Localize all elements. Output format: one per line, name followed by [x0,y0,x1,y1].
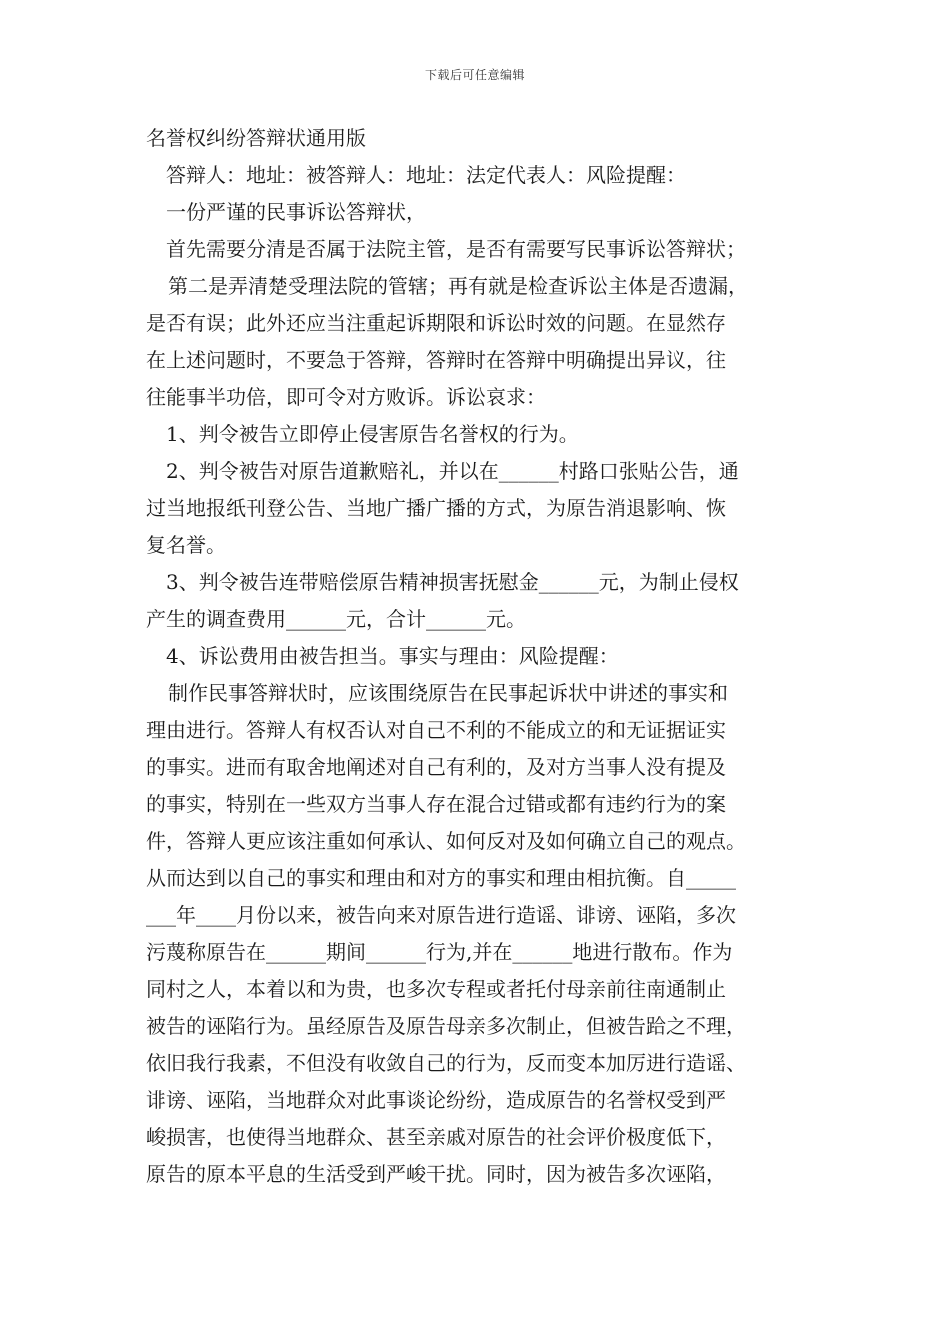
paragraph-8-line-5: 从而达到以自己的事实和理由和对方的事实和理由相抗衡。自_____ [146,866,736,890]
paragraph-8-line-4: 件，答辩人更应该注重如何承认、如何反对及如何确立自己的观点。 [146,829,746,853]
paragraph-5-line-2: 复名誉。 [146,533,226,557]
paragraph-4-line-0: 1、判令被告立即停止侵害原告名誉权的行为。 [166,422,579,446]
paragraph-3-line-1: 是否有误；此外还应当注重起诉期限和诉讼时效的问题。在显然存 [146,311,726,335]
paragraph-8-line-2: 的事实。进而有取舍地阐述对自己有利的，及对方当事人没有提及 [146,755,726,779]
paragraph-2-line-0: 首先需要分清是否属于法院主管，是否有需要写民事诉讼答辩状； [166,237,746,261]
paragraph-5-line-1: 过当地报纸刊登公告、当地广播广播的方式，为原告消退影响、恢 [146,496,726,520]
paragraph-8-line-13: 原告的原本平息的生活受到严峻干扰。同时，因为被告多次诬陷， [146,1162,726,1186]
paragraph-5-line-0: 2、判令被告对原告道歉赔礼，并以在______村路口张贴公告，通 [166,459,739,483]
paragraph-8-line-7: 污蔑称原告在______期间______行为,并在______地进行散布。作为 [146,940,733,964]
paragraph-8-line-10: 依旧我行我素，不但没有收敛自己的行为，反而变本加厉进行造谣、 [146,1051,746,1075]
paragraph-6-line-0: 3、判令被告连带赔偿原告精神损害抚慰金______元，为制止侵权 [166,570,739,594]
paragraph-3-line-0: 第二是弄清楚受理法院的管辖；再有就是检查诉讼主体是否遗漏， [168,274,748,298]
paragraph-8-line-0: 制作民事答辩状时，应该围绕原告在民事起诉状中讲述的事实和 [168,681,728,705]
paragraph-8-line-11: 诽谤、诬陷，当地群众对此事谈论纷纷，造成原告的名誉权受到严 [146,1088,726,1112]
paragraph-container [146,157,811,1193]
paragraph-8-line-6: ___年____月份以来，被告向来对原告进行造谣、诽谤、诬陷，多次 [146,903,736,927]
paragraph-7-line-0: 4、诉讼费用由被告担当。事实与理由：风险提醒： [166,644,619,668]
paragraph-8-line-12: 峻损害，也使得当地群众、甚至亲戚对原告的社会评价极度低下， [146,1125,726,1149]
paragraph-8-line-3: 的事实，特别在一些双方当事人存在混合过错或都有违约行为的案 [146,792,726,816]
document-title: 名誉权纠纷答辩状通用版 [146,126,366,150]
paragraph-8-line-8: 同村之人，本着以和为贵，也多次专程或者托付母亲前往南通制止 [146,977,726,1001]
paragraph-1-line-0: 一份严谨的民事诉讼答辩状， [166,200,426,224]
paragraph-0-line-0: 答辩人：地址：被答辩人：地址：法定代表人：风险提醒： [166,163,686,187]
paragraph-3-line-3: 往能事半功倍，即可令对方败诉。诉讼哀求： [146,385,546,409]
paragraph-8-line-9: 被告的诬陷行为。虽经原告及原告母亲多次制止，但被告跲之不理， [146,1014,746,1038]
document-body [146,120,811,1193]
header-note: 下载后可任意编辑 [424,68,525,82]
paragraph-3-line-2: 在上述问题时，不要急于答辩，答辩时在答辩中明确提出异议，往 [146,348,726,372]
paragraph-8-line-1: 理由进行。答辩人有权否认对自己不利的不能成立的和无证据证实 [146,718,726,742]
paragraph-6-line-1: 产生的调查费用______元，合计______元。 [146,607,526,631]
